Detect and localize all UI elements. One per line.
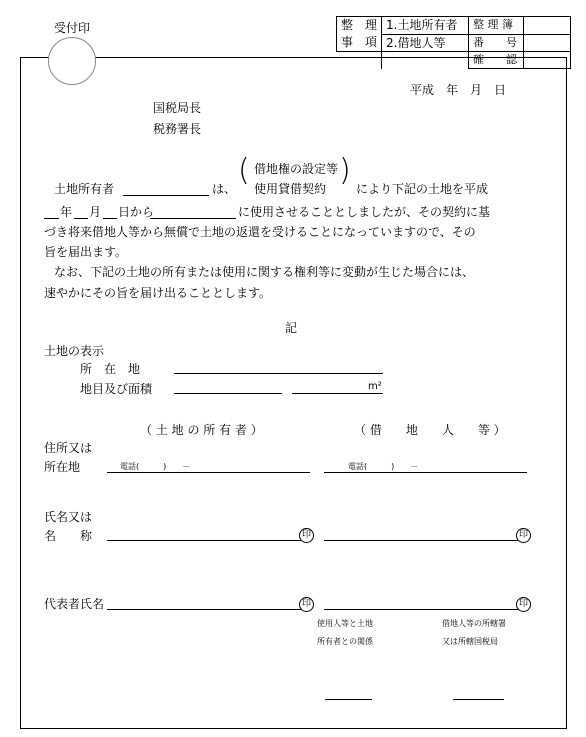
lessee-name-line[interactable] — [324, 540, 527, 541]
item-lessee: 2.借地人等 — [382, 34, 469, 52]
ledger-field[interactable] — [524, 17, 571, 35]
receipt-stamp-label: 受付印 — [54, 21, 91, 35]
lessee-column-header: （ 借 地 人 等 ） — [354, 423, 506, 437]
category-area-label: 地目及び面積 — [80, 382, 153, 396]
after-paren-text: により下記の土地を平成 — [356, 182, 489, 196]
option-loan-contract: 使用貸借契約 — [254, 182, 327, 196]
relation-field[interactable] — [325, 699, 372, 700]
addressee-bureau: 国税局長 — [153, 101, 202, 115]
jiko-label: 事 項 — [341, 35, 378, 49]
owner-label: 土地所有者 — [54, 182, 115, 196]
body-line3: づき将来借地人等から無償で土地の返還を受けることになっていますので、その — [44, 225, 476, 239]
relation-right-1: 借地人等の所轄署 — [442, 619, 506, 628]
lessee-address-field[interactable] — [324, 472, 527, 473]
owner-seal-icon: 印 — [299, 528, 314, 543]
body-para2-line1: なお、下記の土地の所有または使用に関する権利等に変動が生じた場合には、 — [54, 265, 475, 279]
paren-close: ) — [339, 153, 351, 188]
name-label-2: 名 称 — [44, 529, 93, 543]
relation-right-2: 又は所轄国税局 — [442, 637, 498, 646]
receipt-stamp-circle — [48, 37, 96, 85]
lessee-name-field[interactable] — [150, 218, 236, 219]
location-field[interactable] — [174, 373, 383, 374]
body-line4: 旨を届出ます。 — [44, 245, 128, 259]
name-label-1: 氏名又は — [44, 510, 93, 524]
management-table — [336, 16, 571, 69]
date-label: 平成 年 月 日 — [410, 83, 507, 97]
owner-tel: 電話( ) － — [120, 462, 191, 471]
address-label-1: 住所又は — [44, 441, 93, 455]
ki-heading: 記 — [285, 321, 298, 335]
year-field[interactable] — [44, 218, 59, 219]
location-label: 所 在 地 — [80, 362, 141, 376]
item-owner: 1.土地所有者 — [382, 17, 469, 35]
month-text: 月 — [89, 205, 102, 219]
owner-column-header: （ 土 地 の 所 有 者 ） — [140, 423, 263, 437]
number-field[interactable] — [524, 34, 571, 52]
option-leasehold: 借地権の設定等 — [254, 162, 339, 176]
lessee-seal-icon: 印 — [516, 528, 531, 543]
relation-left-2: 所有者との関係 — [317, 637, 373, 646]
owner-representative-line[interactable] — [107, 609, 310, 610]
lessee-rep-seal-icon: 印 — [516, 597, 531, 612]
number-label: 番 号 — [469, 34, 524, 52]
month-field[interactable] — [74, 218, 88, 219]
area-unit: m² — [368, 381, 382, 392]
day-field[interactable] — [103, 218, 117, 219]
relation-left-1: 使用人等と土地 — [317, 619, 373, 628]
paren-open: ( — [238, 153, 250, 188]
year-text: 年 — [60, 205, 73, 219]
body-para2-line2: 速やかにその旨を届け出ることとします。 — [44, 286, 272, 300]
lessee-representative-line[interactable] — [324, 609, 527, 610]
category-field[interactable] — [174, 393, 282, 394]
day-from-text: 日から — [118, 205, 155, 219]
representative-label: 代表者氏名 — [44, 597, 105, 611]
owner-name-line[interactable] — [107, 540, 310, 541]
lessee-tel: 電話( ) － — [348, 462, 419, 471]
ledger-label: 整 理 簿 — [469, 17, 524, 35]
land-title: 土地の表示 — [44, 344, 105, 358]
owner-address-field[interactable] — [107, 472, 310, 473]
jurisdiction-field[interactable] — [453, 699, 504, 700]
address-label-2: 所在地 — [44, 460, 81, 474]
confirm-field[interactable] — [524, 52, 571, 69]
addressee-office: 税務署長 — [153, 122, 202, 136]
owner-name-field[interactable] — [123, 195, 209, 196]
seiri-label: 整 理 — [341, 18, 378, 32]
confirm-label: 確 認 — [469, 52, 524, 69]
owner-rep-seal-icon: 印 — [299, 597, 314, 612]
body-line2-rest: に使用させることとしましたが、その契約に基 — [238, 205, 491, 219]
wa-text: は、 — [212, 182, 237, 196]
area-field[interactable] — [292, 393, 383, 394]
